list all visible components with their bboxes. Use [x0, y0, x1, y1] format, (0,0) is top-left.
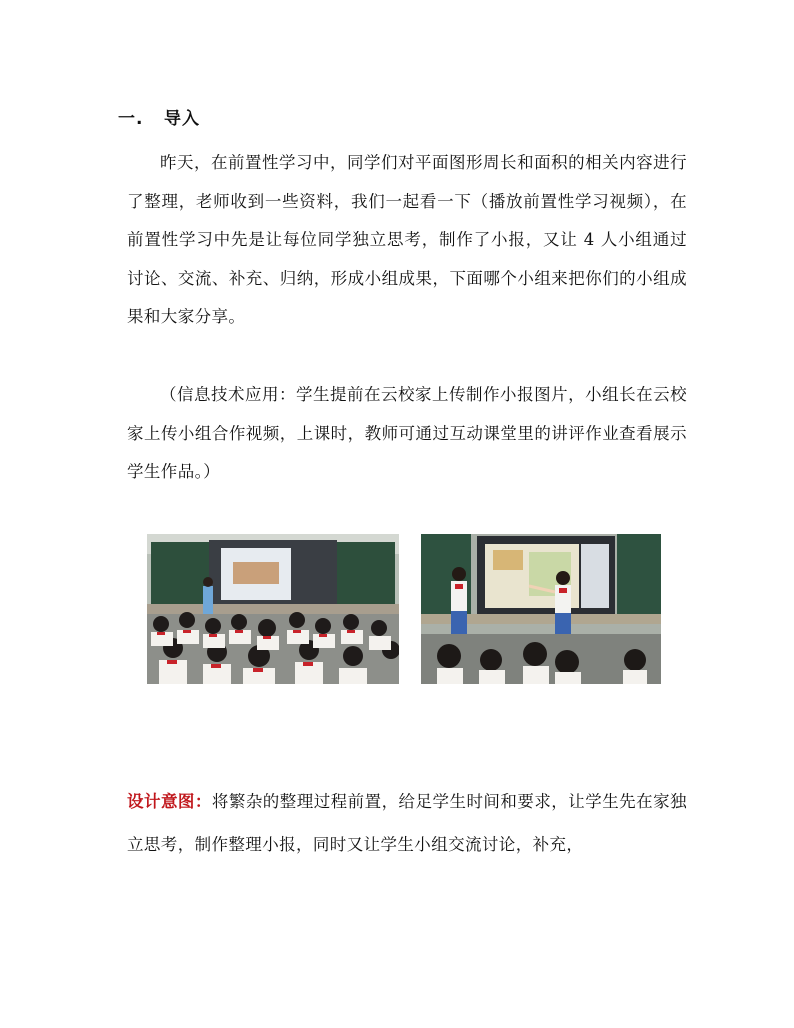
section-heading: [118, 104, 200, 129]
classroom-photo-teacher: [147, 534, 399, 684]
design-intent-separator: ：: [194, 792, 212, 811]
design-intent-label-text: 设计意图: [127, 792, 195, 811]
classroom-photo-students-presenting: [421, 534, 661, 684]
classroom-photo-2-image: [421, 534, 661, 684]
design-intent-text: 将繁杂的整理过程前置，给足学生时间和要求，让学生先在家独立思考，制作整理小报，同时又让学生小组交流讨论，补充，: [127, 792, 687, 854]
section-number: 一.: [118, 109, 144, 129]
tech-application-paragraph: （信息技术应用：学生提前在云校家上传制作小报图片，小组长在云校家上传小组合作视频，上课时，教师可通过互动课堂里的讲评作业查看展示学生作品。）: [127, 385, 687, 481]
section-title: 导入: [164, 109, 200, 129]
design-intent-paragraph: [127, 780, 687, 866]
intro-paragraph: 昨天，在前置性学习中，同学们对平面图形周长和面积的相关内容进行了整理，老师收到一些资料，我们一起看一下（播放前置性学习视频），在前置性学习中先是让每位同学独立思考，制作了小报，又让 4 人小组通过讨论、交流、补充、归纳，形成小组成果，下面哪个小组来把你们的小组成果和大家分享。: [127, 153, 687, 326]
classroom-photo-1-image: [147, 534, 399, 684]
design-intent-label: [127, 792, 212, 811]
